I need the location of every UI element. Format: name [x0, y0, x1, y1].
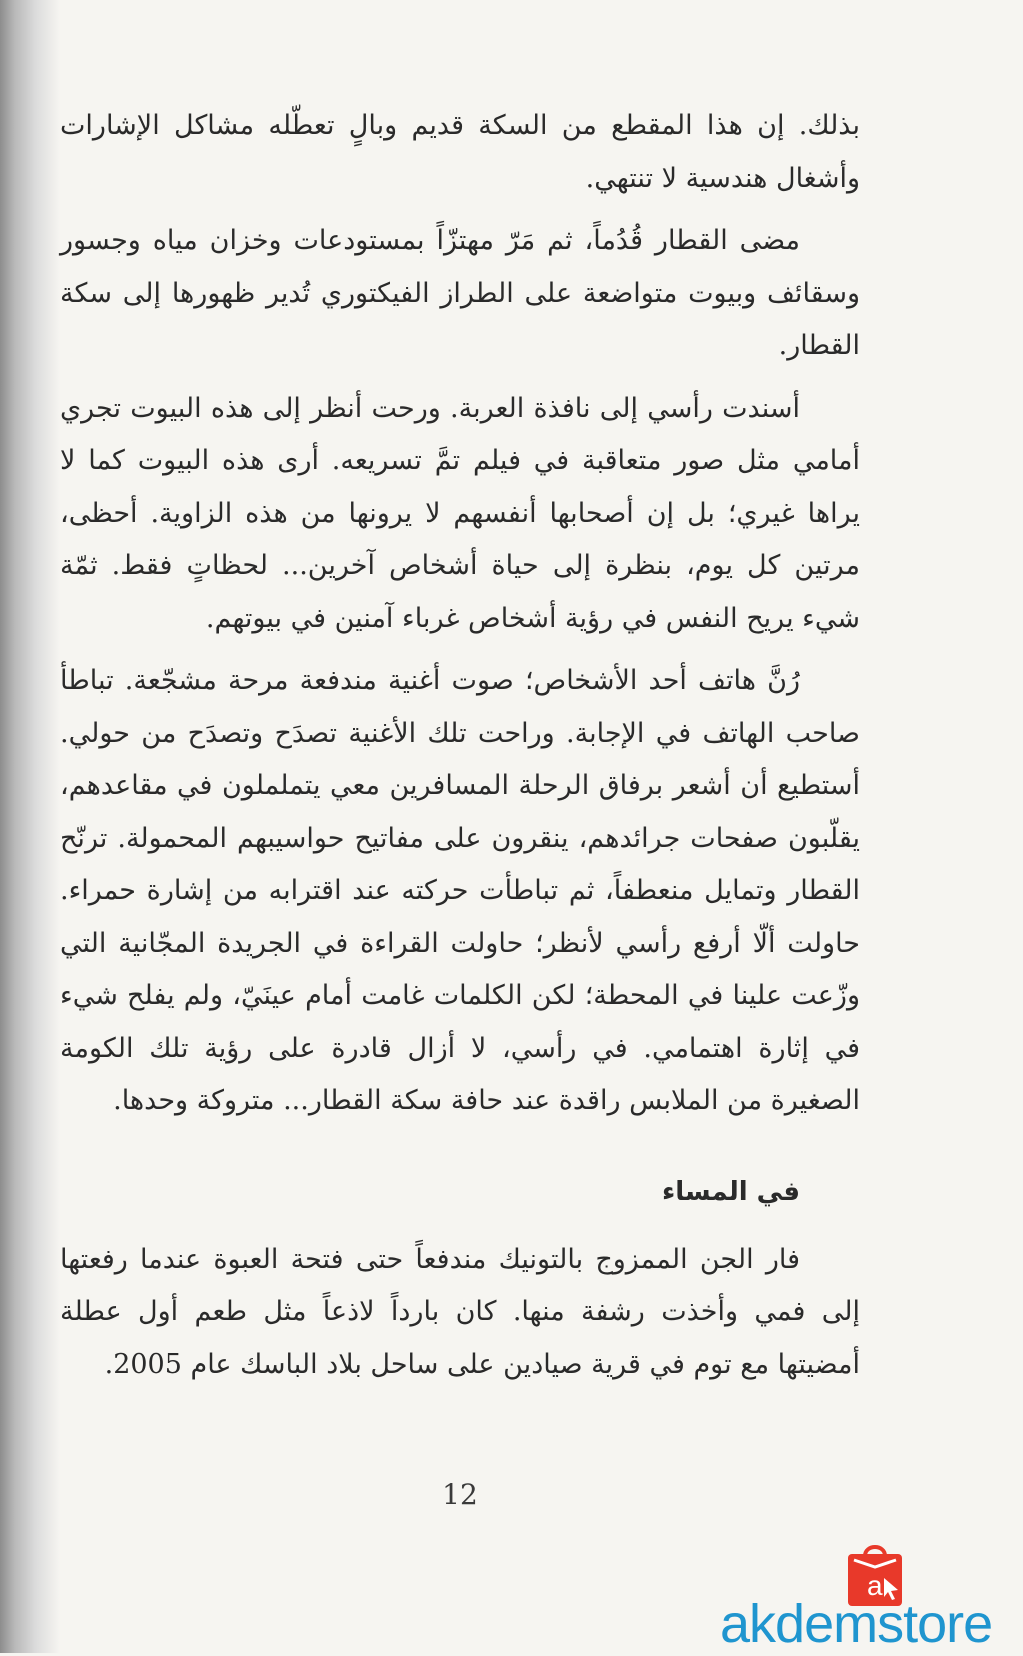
logo-brand-text: akdemstore [720, 1596, 993, 1654]
paragraph-3: أسندت رأسي إلى نافذة العربة. ورحت أنظر إلى هذه البيوت تجري أمامي مثل صور متعاقبة في فيلم تمَّ تسريعه. أرى هذه البيوت كما لا يراها غيري؛ بل إن أصحابها أنفسهم لا يرونها من هذه الزاوية. أحظى، مرتين كل يوم، بنظرة إلى حياة أشخاص آخرين... لحظاتٍ فقط. ثمّة شيء يريح النفس في رؤية أشخاص غرباء آمنين في بيوتهم. [60, 392, 860, 634]
paragraph-1: بذلك. إن هذا المقطع من السكة قديم وبالٍ تعطّله مشاكل الإشارات وأشغال هندسية لا تنتهي. [60, 110, 860, 194]
paragraph-2: مضى القطار قُدُماً، ثم مَرّ مهتزّاً بمستودعات وخزان مياه وجسور وسقائف وبيوت متواضعة على الطراز الفيكتوري تُدير ظهورها إلى سكة القطار. [60, 225, 860, 361]
logo-icon-letter: a [867, 1570, 883, 1601]
paragraph-4: رُنَّ هاتف أحد الأشخاص؛ صوت أغنية مندفعة مرحة مشجّعة. تباطأ صاحب الهاتف في الإجابة. وراحت تلك الأغنية تصدَح وتصدَح من حولي. أستطيع أن أشعر برفاق الرحلة المسافرين معي يتململون في مقاعدهم، يقلّبون صفحات جرائدهم، ينقرون على مفاتيح حواسيبهم المحمولة. ترنّح القطار وتمايل منعطفاً، ثم تباطأت حركته عند اقترابه من إشارة حمراء. حاولت ألّا أرفع رأسي لأنظر؛ حاولت القراءة في الجريدة المجّانية التي وزّعت علينا في المحطة؛ لكن الكلمات غامت أمام عينَيّ، ولم يفلح شيء في إثارة اهتمامي. في رأسي، لا أزال قادرة على رؤية تلك الكومة الصغيرة من الملابس راقدة عند حافة سكة القطار... متروكة وحدها. [60, 665, 860, 1116]
book-page [60, 100, 860, 1391]
store-watermark-logo [720, 1540, 1020, 1653]
page-number: 12 [442, 1478, 478, 1511]
book-spine-shadow [0, 0, 60, 1653]
section-paragraph: فار الجن الممزوج بالتونيك مندفعاً حتى فتحة العبوة عندما رفعتها إلى فمي وأخذت رشفة منها. كان بارداً لاذعاً مثل طعم أول عطلة أمضيتها مع توم في قرية صيادين على ساحل بلاد الباسك عام 2005. [60, 1243, 860, 1380]
section-heading: في المساء [662, 1176, 800, 1207]
